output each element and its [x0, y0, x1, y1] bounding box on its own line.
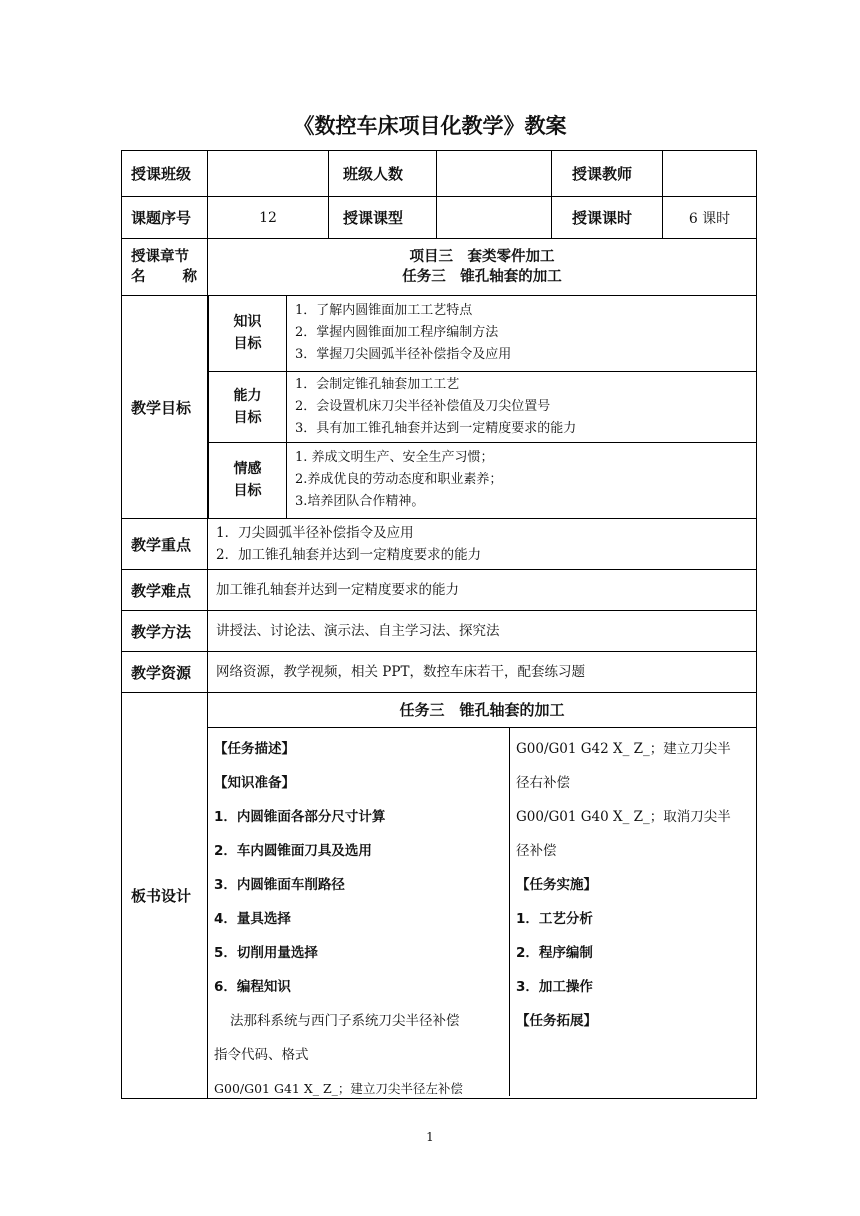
- list-item: 2．加工锥孔轴套并达到一定精度要求的能力: [216, 547, 482, 563]
- type-value: [437, 197, 552, 239]
- emotion-objective: [209, 442, 757, 518]
- resources-content: 网络资源，教学视频，相关 PPT，数控车床若干，配套练习题: [208, 652, 757, 693]
- resources-row: [122, 652, 757, 693]
- board-content: [208, 693, 757, 1099]
- board-row: [122, 693, 757, 1099]
- emotion-items: [287, 442, 757, 518]
- count-label: 班级人数: [329, 151, 437, 197]
- hours-label: 授课课时: [552, 197, 663, 239]
- count-value: [437, 151, 552, 197]
- difficulty-label: 教学难点: [122, 570, 208, 611]
- knowledge-items: [287, 296, 757, 371]
- page-number: 1: [426, 1130, 434, 1144]
- seq-value: 12: [208, 197, 329, 239]
- list-item: 1．刀尖圆弧半径补偿指令及应用: [216, 525, 414, 541]
- ability-label: 能力 目标: [209, 371, 287, 442]
- list-item: 1. 养成文明生产、安全生产习惯；: [295, 450, 494, 466]
- chapter-row: [122, 239, 757, 296]
- list-item: 3．具有加工锥孔轴套并达到一定精度要求的能力: [295, 420, 577, 436]
- seq-label: 课题序号: [122, 197, 208, 239]
- methods-content: 讲授法、讨论法、演示法、自主学习法、探究法: [208, 611, 757, 652]
- board-title: 任务三 锥孔轴套的加工: [208, 693, 756, 728]
- ability-items: [287, 371, 757, 442]
- list-item: 3.培养团队合作精神。: [295, 494, 425, 510]
- methods-label: 教学方法: [122, 611, 208, 652]
- difficulty-row: [122, 570, 757, 611]
- ability-objective: [209, 371, 757, 442]
- list-item: 2．掌握内圆锥面加工程序编制方法: [295, 325, 499, 341]
- key-points-label: 教学重点: [122, 519, 208, 570]
- list-item: 3．掌握刀尖圆弧半径补偿指令及应用: [295, 347, 512, 363]
- list-item: 1．会制定锥孔轴套加工工艺: [295, 376, 460, 392]
- difficulty-content: 加工锥孔轴套并达到一定精度要求的能力: [208, 570, 757, 611]
- chapter-label: 授课章节 名 称: [122, 239, 208, 296]
- list-item: 2．会设置机床刀尖半径补偿值及刀尖位置号: [295, 398, 551, 414]
- objectives-content: [208, 296, 757, 519]
- knowledge-objective: [209, 296, 757, 371]
- methods-row: [122, 611, 757, 652]
- type-label: 授课课型: [329, 197, 437, 239]
- page-title: 《数控车床项目化教学》教案: [293, 114, 567, 138]
- class-label: 授课班级: [122, 151, 208, 197]
- list-item: 1．了解内圆锥面加工工艺特点: [295, 303, 473, 319]
- knowledge-label: 知识 目标: [209, 296, 287, 371]
- task-name: 任务三 锥孔轴套的加工: [402, 269, 562, 285]
- board-label: 板书设计: [122, 693, 208, 1099]
- header-row-2: [122, 197, 757, 239]
- board-right-column: G00/G01 G42 X_ Z_；建立刀尖半 径右补偿 G00/G01 G40 X_ Z_；取消刀尖半 径补偿 【任务实施】 1．工艺分析 2．程序编制 3．加工操作 【任务拓展】: [516, 741, 731, 1029]
- project-name: 项目三 套类零件加工: [409, 249, 555, 265]
- hours-value: 6 课时: [663, 197, 757, 239]
- objectives-label: 教学目标: [122, 296, 208, 519]
- emotion-label: 情感 目标: [209, 442, 287, 518]
- lesson-plan-table: [121, 150, 757, 1099]
- key-points-row: [122, 519, 757, 570]
- list-item: 2.养成优良的劳动态度和职业素养；: [295, 472, 503, 488]
- class-value: [208, 151, 329, 197]
- key-points-content: [208, 519, 757, 570]
- teacher-label: 授课教师: [552, 151, 663, 197]
- board-left-column: 【任务描述】 【知识准备】 1．内圆锥面各部分尺寸计算 2．车内圆锥面刀具及选用 3．内圆锥面车削路径 4．量具选择 5．切削用量选择 6．编程知识 法那科系统与西门子系统刀尖半径补偿 指令代码、格式 G00/G01 G41 X_ Z_；建立刀尖半径左补偿: [208, 728, 510, 1096]
- teacher-value: [663, 151, 757, 197]
- resources-label: 教学资源: [122, 652, 208, 693]
- chapter-name: [208, 239, 757, 296]
- objectives-row: [122, 296, 757, 519]
- header-row-1: [122, 151, 757, 197]
